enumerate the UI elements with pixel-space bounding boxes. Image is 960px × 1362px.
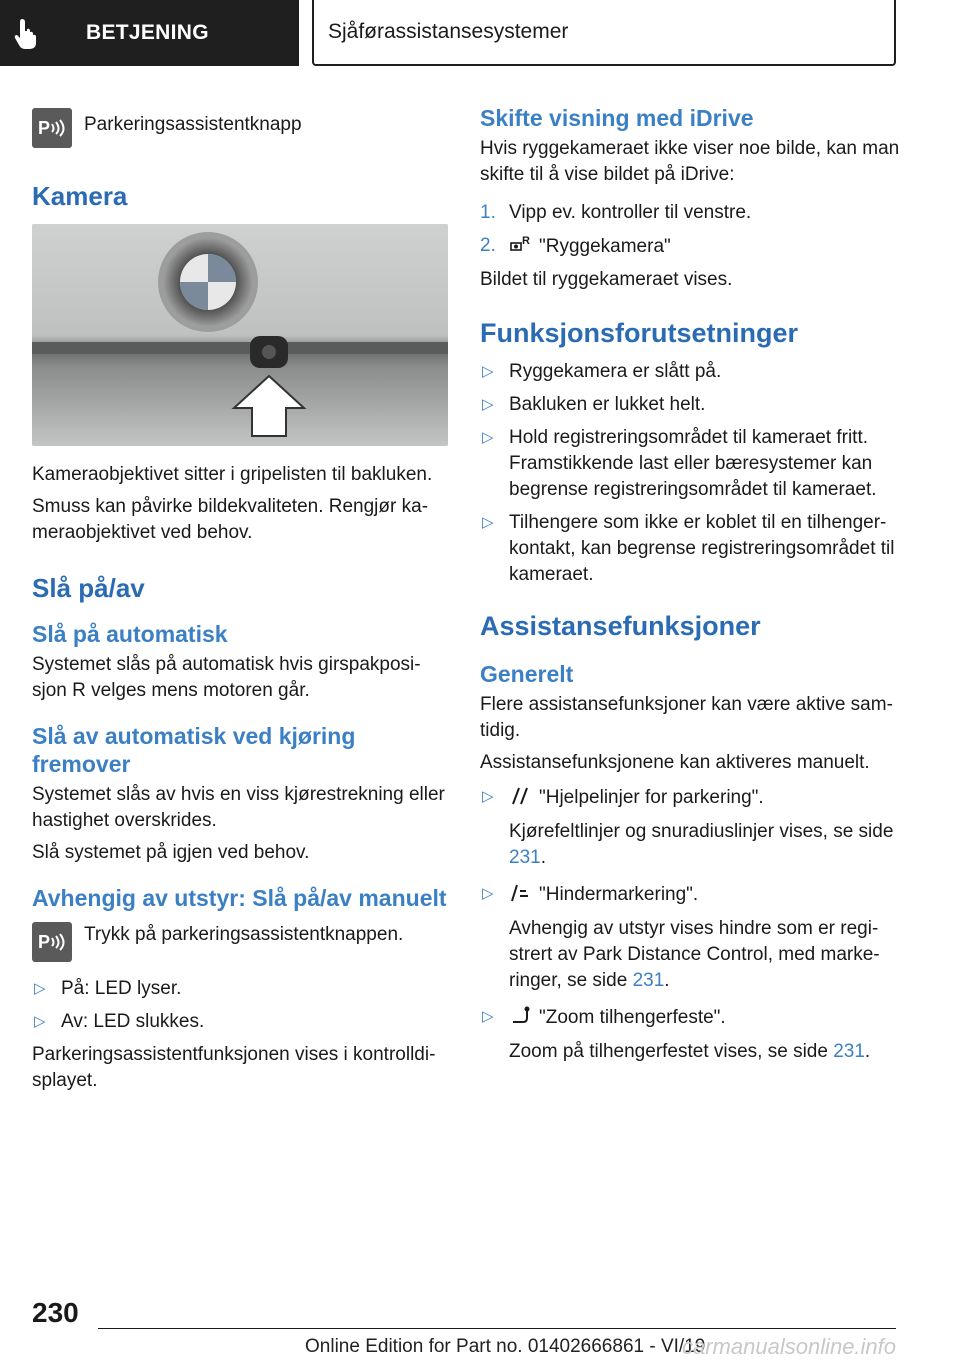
parking-assist-button-icon (32, 108, 72, 148)
list-item: ▷ Hold registreringsområdet til kameraet fritt. Framstikkende last eller bæresystemer kan begrense registreringsområdet til kameraet. (482, 427, 877, 500)
chapter-tab (0, 0, 299, 66)
idrive-steps (480, 200, 900, 260)
triangle-bullet-icon: ▷ (482, 1008, 494, 1025)
requirements-heading: Funksjonsforutsetninger (480, 318, 799, 348)
list-item: ▷ Tilhengere som ikke er koblet til en tilhengerkontakt, kan begrense registreringsområdet til kameraet. (482, 512, 895, 585)
assist-heading: Assistansefunksjoner (480, 611, 761, 641)
section-title: Sjåførassistansesystemer (312, 0, 896, 66)
rear-camera-illustration (32, 224, 448, 446)
trailer-hitch-zoom-icon (509, 1004, 531, 1026)
triangle-bullet-icon: ▷ (34, 980, 46, 997)
auto-off-paragraph-2: Slå systemet på igjen ved behov. (32, 842, 310, 863)
camera-heading: Kamera (32, 181, 128, 211)
left-column (32, 100, 448, 1100)
function-description: Zoom på tilhengerfestet vises, se side 231. (509, 1041, 871, 1062)
svg-text:R: R (522, 235, 530, 247)
triangle-bullet-icon: ▷ (34, 1013, 46, 1030)
function-description: Avhengig av utstyr vises hindre som er registrert av Park Distance Control, med markeringer, se side 231. (509, 918, 880, 991)
watermark: carmanualsonline.info (682, 1334, 897, 1359)
list-item: ▷ "Hindermarkering". Avhengig av utstyr vises hindre som er registrert av Park Distance Control, med markeringer, se side 231. (480, 881, 900, 994)
list-item: 2. R "Ryggekamera" (480, 235, 671, 257)
svg-text:P: P (38, 932, 51, 952)
edition-text: Online Edition for Part no. 01402666861 - VI/19 (305, 1336, 706, 1357)
idrive-result: Bildet til ryggekameraet vises. (480, 269, 733, 290)
auto-on-heading: Slå på automatisk (32, 621, 228, 647)
auto-off-paragraph-1: Systemet slås av hvis en viss kjørestrekning eller hastighet overskrides. (32, 784, 445, 831)
page-link[interactable]: 231 (632, 970, 665, 991)
manual-heading: Avhengig av utstyr: Slå på/av manuelt (32, 885, 447, 911)
page-header (0, 0, 960, 66)
parking-guide-lines-icon (509, 784, 531, 806)
chapter-title: BETJENING (86, 21, 209, 44)
list-item: ▷ På: LED lyser. (32, 976, 448, 1002)
onoff-heading: Slå på/av (32, 573, 145, 603)
triangle-bullet-icon: ▷ (482, 396, 494, 413)
list-item: ▷ "Zoom tilhengerfeste". Zoom på tilhengerfestet vises, se side 231. (480, 1004, 900, 1065)
page-number: 230 (32, 1297, 79, 1328)
functions-list (480, 784, 900, 1065)
idrive-heading: Skifte visning med iDrive (480, 105, 754, 131)
obstacle-marking-icon (509, 881, 531, 903)
triangle-bullet-icon: ▷ (482, 429, 494, 446)
manual-button-row (32, 922, 448, 962)
triangle-bullet-icon: ▷ (482, 885, 494, 902)
manual-list (32, 976, 448, 1035)
triangle-bullet-icon: ▷ (482, 514, 494, 531)
list-item: ▷ Bakluken er lukket helt. (480, 392, 900, 418)
function-description: Kjørefeltlinjer og snuradiuslinjer vises, se side 231. (509, 821, 894, 868)
general-paragraph-2: Assistansefunksjonene kan aktiveres manuelt. (480, 752, 870, 773)
list-item: ▷ Ryggekamera er slått på. (480, 359, 900, 385)
requirements-list (480, 359, 900, 588)
auto-on-paragraph: Systemet slås på automatisk hvis girspakposisjon R velges mens motoren går. (32, 654, 421, 701)
triangle-bullet-icon: ▷ (482, 363, 494, 380)
svg-text:P: P (38, 118, 51, 138)
camera-paragraph-1: Kameraobjektivet sitter i gripelisten til bakluken. (32, 464, 433, 485)
parking-button-row (32, 108, 448, 148)
footer-divider (98, 1328, 896, 1329)
list-item: ▷ Av: LED slukkes. (32, 1009, 448, 1035)
auto-off-heading: Slå av automatisk ved kjøring fremover (32, 723, 356, 777)
general-heading: Generelt (480, 661, 574, 687)
idrive-paragraph: Hvis ryggekameraet ikke viser noe bilde, kan man skifte til å vise bildet på iDrive: (480, 138, 900, 185)
general-paragraph-1: Flere assistansefunksjoner kan være aktive samtidig. (480, 694, 893, 741)
right-column (480, 100, 900, 1072)
triangle-bullet-icon: ▷ (482, 788, 494, 805)
manual-paragraph: Parkeringsassistentfunksjonen vises i kontrolldisplayet. (32, 1044, 436, 1091)
camera-paragraph-2: Smuss kan påvirke bildekvaliteten. Rengjør kameraobjektivet ved behov. (32, 496, 429, 543)
parking-assist-button-icon (32, 922, 72, 962)
camera-photo (32, 224, 448, 446)
page-link[interactable]: 231 (833, 1041, 865, 1062)
list-item: 1. Vipp ev. kontroller til venstre. (480, 202, 752, 223)
page-link[interactable]: 231 (509, 847, 541, 868)
list-item: ▷ "Hjelpelinjer for parkering". Kjørefeltlinjer og snuradiuslinjer vises, se side 231. (480, 784, 900, 871)
hand-pointer-icon (12, 17, 42, 49)
manual-button-label: Trykk på parkeringsassistentknappen. (84, 924, 404, 945)
rear-camera-icon (509, 233, 531, 255)
parking-button-label: Parkeringsassistentknapp (84, 114, 302, 135)
